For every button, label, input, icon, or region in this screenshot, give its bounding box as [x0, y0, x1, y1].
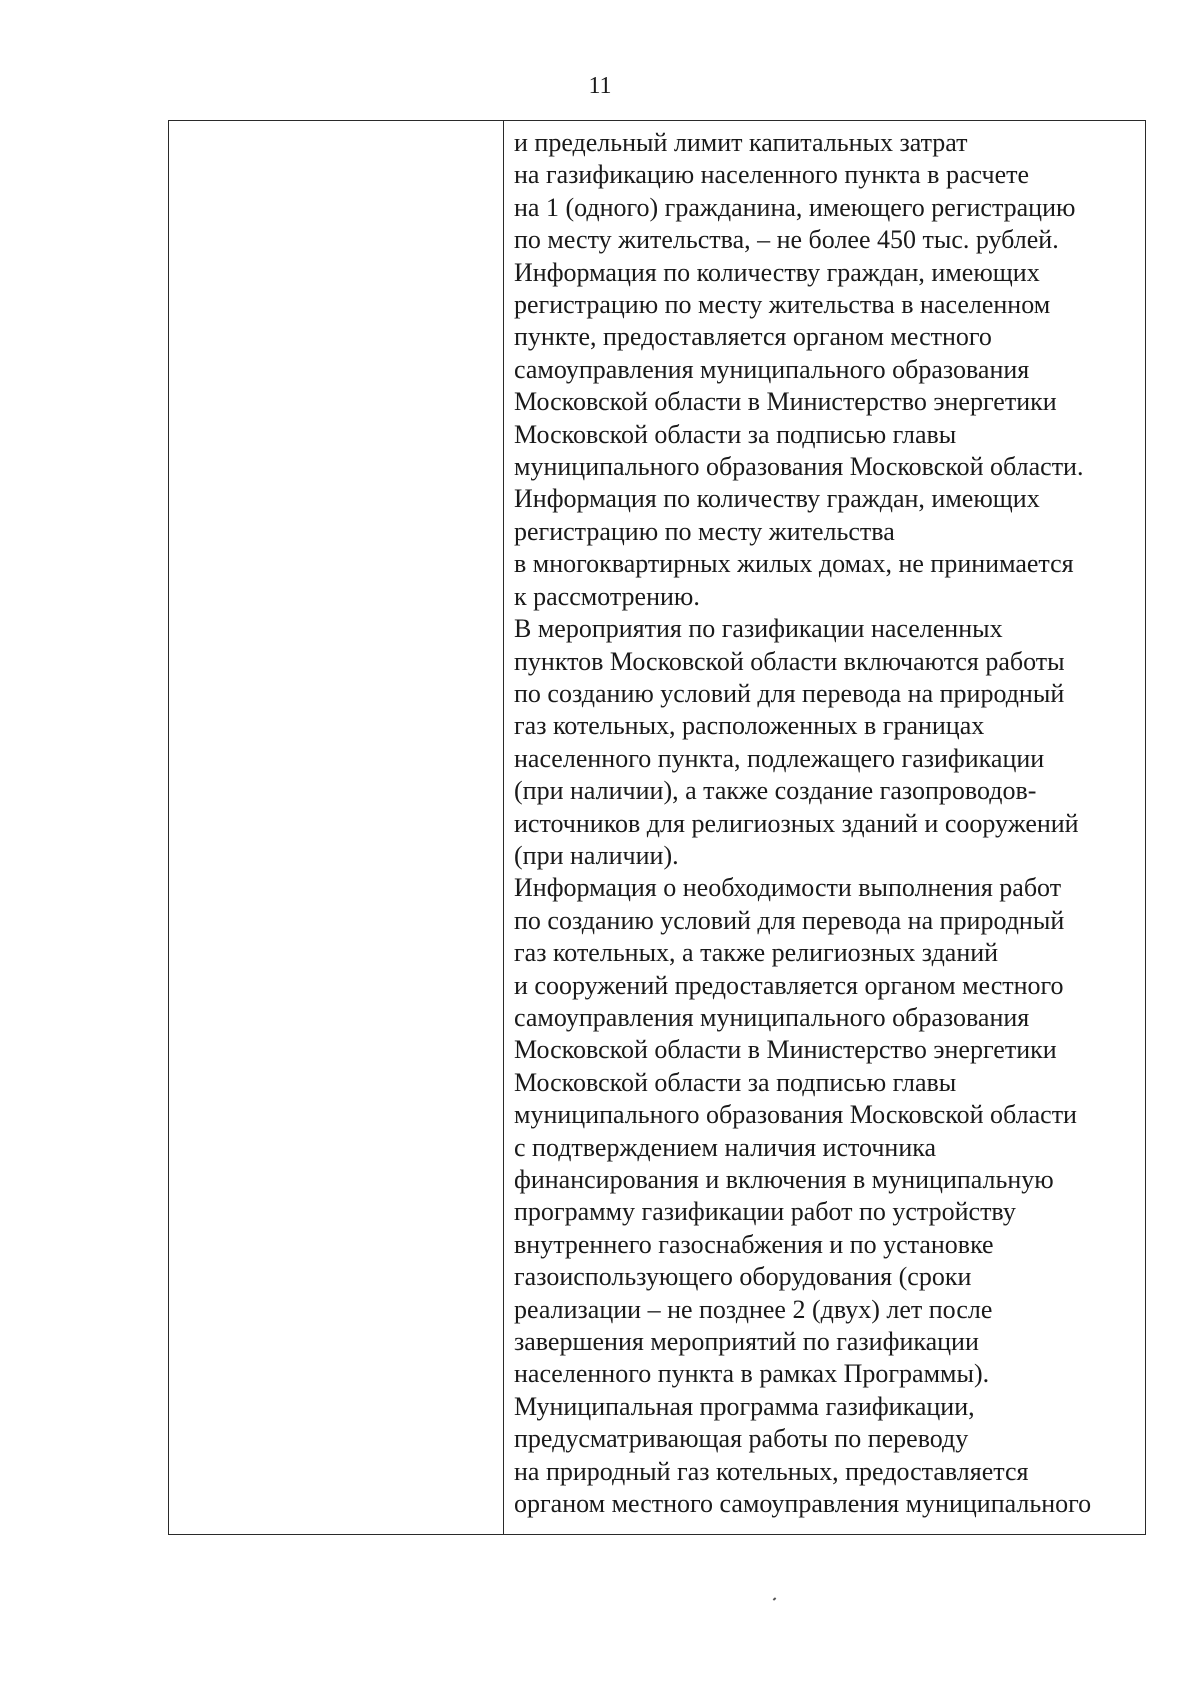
text-line: по созданию условий для перевода на природный [514, 678, 1065, 708]
text-line: завершения мероприятий по газификации [514, 1327, 979, 1357]
text-line: регистрацию по месту жительства [514, 516, 895, 546]
text-line: источников для религиозных зданий и сооружений [514, 808, 1079, 838]
text-line: на газификацию населенного пункта в расчете [514, 160, 1030, 190]
text-line: в многоквартирных жилых домах, не принимается [514, 549, 1074, 579]
text-line: В мероприятия по газификации населенных [514, 614, 1003, 644]
text-line: Муниципальная программа газификации, [514, 1391, 975, 1421]
text-line: пунктов Московской области включаются работы [514, 646, 1065, 676]
text-line: предусматривающая работы по переводу [514, 1424, 969, 1454]
text-line: муниципального образования Московской области. [514, 452, 1084, 482]
text-line: газ котельных, расположенных в границах [514, 711, 985, 741]
text-line: и предельный лимит капитальных затрат [514, 128, 968, 157]
text-line: населенного пункта, подлежащего газификации [514, 743, 1045, 773]
text-line: (при наличии). [514, 840, 679, 870]
text-line: на 1 (одного) гражданина, имеющего регистрацию [514, 192, 1076, 222]
document-table [168, 120, 1146, 1535]
text-line: Московской области в Министерство энергетики [514, 1035, 1057, 1065]
text-line: газоиспользующего оборудования (сроки [514, 1262, 972, 1292]
text-line: на природный газ котельных, предоставляется [514, 1456, 1029, 1486]
table-left-cell [169, 121, 504, 1534]
text-line: Московской области за подписью главы [514, 1067, 957, 1097]
text-line: по созданию условий для перевода на природный [514, 905, 1065, 935]
text-line: Информация о необходимости выполнения работ [514, 873, 1062, 903]
text-line: самоуправления муниципального образования [514, 354, 1030, 384]
text-line: программу газификации работ по устройству [514, 1197, 1016, 1227]
text-line: и сооружений предоставляется органом местного [514, 970, 1064, 1000]
scan-speck [773, 1597, 777, 1600]
text-line: реализации – не позднее 2 (двух) лет после [514, 1294, 993, 1324]
text-line: регистрацию по месту жительства в населенном [514, 290, 1051, 320]
text-line: Информация по количеству граждан, имеющих [514, 257, 1040, 287]
text-line: Информация по количеству граждан, имеющих [514, 484, 1040, 514]
text-line: финансирования и включения в муниципальную [514, 1165, 1054, 1194]
page-number: 11 [588, 73, 612, 99]
text-line: населенного пункта в рамках Программы). [514, 1359, 990, 1389]
text-line: (при наличии), а также создание газопроводов- [514, 776, 1037, 806]
text-line: с подтверждением наличия источника [514, 1132, 937, 1162]
text-line: пункте, предоставляется органом местного [514, 322, 992, 352]
text-line: внутреннего газоснабжения и по установке [514, 1229, 994, 1259]
text-line: Московской области за подписью главы [514, 419, 957, 449]
text-line: к рассмотрению. [514, 581, 700, 611]
text-line: по месту жительства, – не более 450 тыс. рублей. [514, 225, 1059, 255]
text-line: органом местного самоуправления муниципального [514, 1489, 1092, 1519]
text-line: самоуправления муниципального образования [514, 1002, 1030, 1032]
text-line: муниципального образования Московской области [514, 1100, 1077, 1130]
table-right-cell [504, 121, 1145, 1534]
text-line: Московской области в Министерство энергетики [514, 387, 1057, 417]
text-line: газ котельных, а также религиозных зданий [514, 938, 999, 968]
